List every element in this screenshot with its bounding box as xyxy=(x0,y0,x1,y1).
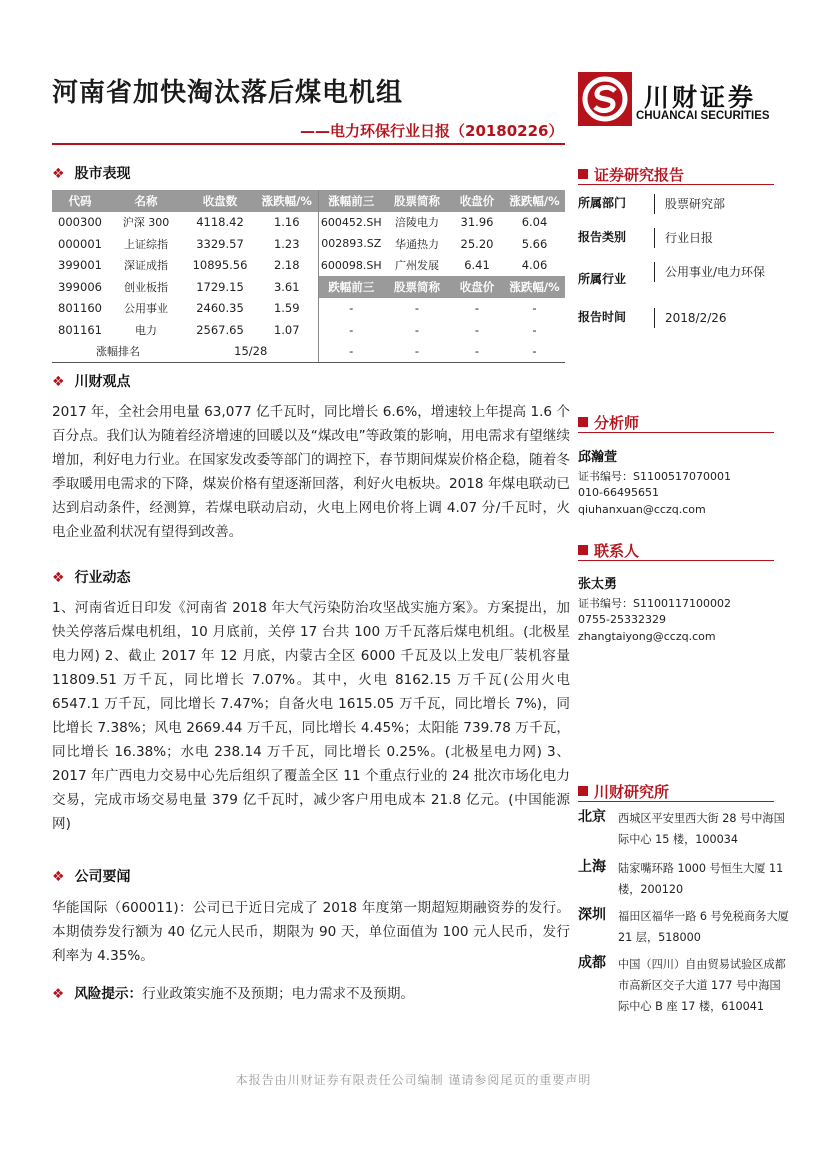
industry-heading: ❖ 行业动态 xyxy=(52,570,131,586)
table-header-cell: 涨跌幅/% xyxy=(256,190,318,212)
report-title: 河南省加快淘汰落后煤电机组 xyxy=(52,78,404,108)
gainer-change: 4.06 xyxy=(521,258,548,273)
diamond-bullet-icon: ❖ xyxy=(52,570,65,586)
company-logo xyxy=(578,72,774,128)
logo-name-en: CHUANCAI SECURITIES xyxy=(636,110,770,122)
company-paragraph: 华能国际（600011)：公司已于近日完成了 2018 年度第一期超短期融资券的发行。本期债券发行额为 40 亿元人民币，期限为 90 天，单位面值为 100 元人民币，发行利率为 4.35%。 xyxy=(52,900,570,964)
sidebar-contact-heading: 联系人 xyxy=(578,540,639,561)
contact-cert: 证书编号：S1100117100002 xyxy=(578,596,731,610)
index-code: 000001 xyxy=(58,236,102,251)
market-heading: ❖ 股市表现 xyxy=(52,166,131,182)
table-header-cell: 股票简称 xyxy=(384,276,450,298)
loser-close: - xyxy=(450,341,504,363)
table-header-cell: 股票简称 xyxy=(384,190,450,212)
index-change: 2.18 xyxy=(273,258,300,273)
rank-label: 涨幅排名 xyxy=(52,341,184,363)
table-row xyxy=(52,298,565,320)
index-code: 801160 xyxy=(58,301,102,316)
sidebar-analyst-heading: 分析师 xyxy=(578,412,639,433)
diamond-bullet-icon: ❖ xyxy=(52,374,65,390)
contact-name: 张太勇 xyxy=(578,577,618,592)
table-row xyxy=(52,212,565,234)
logo-name-cn: 川财证券 xyxy=(644,83,757,112)
view-heading: ❖ 川财观点 xyxy=(52,374,131,390)
index-change: 1.07 xyxy=(273,322,300,337)
sidebar-rule xyxy=(578,801,774,802)
table-header-cell: 收盘数 xyxy=(184,190,256,212)
sidebar-report-heading: 证券研究报告 xyxy=(578,164,684,185)
table-header-cell: 名称 xyxy=(108,190,184,212)
loser-code: - xyxy=(318,341,384,363)
risk-warning xyxy=(52,982,414,1002)
contact-phone: 0755-25332329 xyxy=(578,613,666,626)
index-close: 4118.42 xyxy=(196,215,244,230)
loser-change: - xyxy=(532,301,537,316)
sidebar-rule xyxy=(578,432,774,433)
loser-change: - xyxy=(504,341,565,363)
red-square-icon xyxy=(578,545,588,555)
analyst-phone: 010-66495651 xyxy=(578,486,659,499)
gainer-close: 25.20 xyxy=(460,236,494,251)
gainer-name: 广州发展 xyxy=(395,259,439,273)
index-change: 3.61 xyxy=(273,279,300,294)
loser-name: - xyxy=(414,322,420,337)
page-footer: 本报告由川财证券有限责任公司编制 谨请参阅尾页的重要声明 xyxy=(235,1073,592,1087)
red-square-icon xyxy=(578,417,588,427)
loser-change: - xyxy=(532,322,537,337)
index-close: 1729.15 xyxy=(196,279,244,294)
table-header-cell: 收盘价 xyxy=(450,276,504,298)
loser-code: - xyxy=(318,298,384,320)
analyst-email[interactable]: qiuhanxuan@cczq.com xyxy=(578,502,706,516)
gainer-close: 6.41 xyxy=(464,258,490,273)
loser-name: - xyxy=(414,301,420,316)
loser-close: - xyxy=(474,322,480,337)
index-name: 上证综指 xyxy=(124,237,168,251)
table-header-cell: 代码 xyxy=(52,190,108,212)
table-row xyxy=(52,341,565,363)
gainer-close: 31.96 xyxy=(460,215,494,230)
rank-value: 15/28 xyxy=(184,341,318,363)
gainer-name: 涪陵电力 xyxy=(395,216,439,230)
gainer-code: 002893.SZ xyxy=(318,233,384,255)
index-name: 公用事业 xyxy=(124,302,168,316)
chuancai-logo-icon xyxy=(578,72,632,126)
diamond-bullet-icon: ❖ xyxy=(52,166,65,182)
gainer-change: 6.04 xyxy=(521,215,548,230)
table-header-row xyxy=(52,190,565,212)
loser-code: - xyxy=(318,319,384,341)
index-close: 3329.57 xyxy=(196,236,244,251)
index-close: 2460.35 xyxy=(196,301,244,316)
risk-text: 行业政策实施不及预期；电力需求不及预期。 xyxy=(142,986,415,1002)
table-header-cell: 涨幅前三 xyxy=(318,190,384,212)
table-header-cell: 涨跌幅/% xyxy=(504,276,565,298)
index-code: 399006 xyxy=(58,279,102,294)
company-heading: ❖ 公司要闻 xyxy=(52,869,131,885)
title-rule xyxy=(52,143,565,145)
sidebar-rule xyxy=(578,560,774,561)
table-row xyxy=(52,255,565,277)
index-code: 000300 xyxy=(58,215,102,230)
index-close: 2567.65 xyxy=(196,322,244,337)
table-header-cell: 涨跌幅/% xyxy=(504,190,565,212)
analyst-card xyxy=(578,450,778,518)
report-subtitle: ——电力环保行业日报（20180226） xyxy=(300,122,564,140)
sidebar-institute-heading: 川财研究所 xyxy=(578,781,669,802)
risk-label: 风险提示： xyxy=(74,986,143,1002)
index-change: 1.23 xyxy=(273,236,300,251)
table-row xyxy=(52,233,565,255)
market-table xyxy=(52,190,565,363)
gainer-code: 600452.SH xyxy=(318,212,384,234)
analyst-cert: 证书编号：S1100517070001 xyxy=(578,469,731,483)
red-square-icon xyxy=(578,169,588,179)
diamond-bullet-icon: ❖ xyxy=(52,869,65,885)
gainer-change: 5.66 xyxy=(521,236,548,251)
table-row xyxy=(52,276,565,298)
index-code: 801161 xyxy=(58,322,102,337)
table-header-cell: 收盘价 xyxy=(450,190,504,212)
industry-paragraph: 1、河南省近日印发《河南省 2018 年大气污染防治攻坚战实施方案》。方案提出，加快关停落后煤电机组，10 月底前，关停 17 台共 100 万千瓦落后煤电机组。(北极星电力网) 2、截止 2017 年 12 月底，内蒙古全区 6000 千瓦及以上发电厂装机容量 11809.51 万千瓦，同比增长 7.07%。其中，火电 8162.15 万千瓦(公用火电 6547.1 万千瓦，同比增长 7.47%；自备火电 1615.05 万千瓦，同比增长 7%)，同比增长 7.38%；风电 2669.44 万千瓦，同比增长 4.45%；太阳能 739.78 万千瓦，同比增长 16.38%；水电 238.14 万千瓦，同比增长 0.25%。(北极星电力网) 3、2017 年广西电力交易中心先后组织了覆盖全区 11 个重点行业的 24 批次市场化电力交易，完成市场交易电量 379 亿千瓦时，减少客户用电成本 21.8 亿元。(中国能源网) xyxy=(52,600,570,832)
index-close: 10895.56 xyxy=(192,258,248,273)
contact-email[interactable]: zhangtaiyong@cczq.com xyxy=(578,629,716,643)
index-name: 创业板指 xyxy=(124,280,168,294)
index-name: 电力 xyxy=(135,323,157,337)
loser-close: - xyxy=(474,301,480,316)
loser-name: - xyxy=(384,341,450,363)
index-name: 深证成指 xyxy=(124,259,168,273)
index-change: 1.59 xyxy=(273,301,300,316)
index-change: 1.16 xyxy=(273,215,300,230)
analyst-name: 邱瀚萱 xyxy=(578,450,618,465)
sidebar-rule xyxy=(578,184,774,185)
table-row xyxy=(52,319,565,341)
table-header-cell: 跌幅前三 xyxy=(318,276,384,298)
gainer-name: 华通热力 xyxy=(395,237,439,251)
view-paragraph: 2017 年，全社会用电量 63,077 亿千瓦时，同比增长 6.6%，增速较上年提高 1.6 个百分点。我们认为随着经济增速的回暖以及“煤改电”等政策的影响，用电需求有望继续增加，利好电力行业。在国家发改委等部门的调控下，春节期间煤炭价格企稳，随着冬季取暖用电需求的下降，煤炭价格有望逐渐回落，利好火电板块。2018 年煤电联动已达到启动条件，经测算，若煤电联动启动，火电上网电价将上调 4.07 分/千瓦时，火电企业盈利状况有望得到改善。 xyxy=(52,404,570,540)
gainer-code: 600098.SH xyxy=(318,255,384,277)
contact-card xyxy=(578,577,778,645)
index-code: 399001 xyxy=(58,258,102,273)
index-name: 沪深 300 xyxy=(122,216,170,230)
diamond-bullet-icon: ❖ xyxy=(52,986,65,1002)
red-square-icon xyxy=(578,786,588,796)
